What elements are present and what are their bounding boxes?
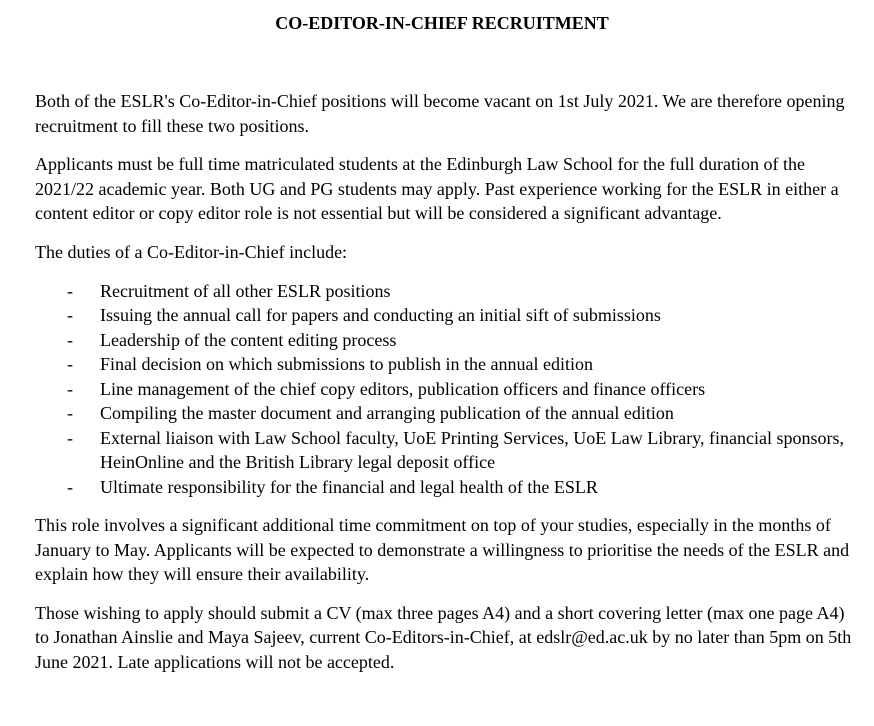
duty-item [35, 328, 855, 353]
duty-item [35, 377, 855, 402]
duty-item [35, 426, 855, 475]
duty-text: External liaison with Law School faculty, UoE Printing Services, UoE Law Library, financial sponsors, HeinOnline and the British Library legal deposit office [100, 427, 844, 473]
duty-text: Issuing the annual call for papers and conducting an initial sift of submissions [100, 305, 661, 326]
duties-intro-paragraph: The duties of a Co-Editor-in-Chief include: [35, 241, 348, 262]
bullet-dash: - [67, 280, 73, 301]
duty-item [35, 352, 855, 377]
bullet-dash: - [67, 403, 73, 424]
duty-text: Ultimate responsibility for the financial and legal health of the ESLR [100, 476, 598, 497]
duty-text: Leadership of the content editing process [100, 329, 397, 350]
eligibility-paragraph: Applicants must be full time matriculated students at the Edinburgh Law School for the full duration of the 2021/22 academic year. Both UG and PG students may apply. Past experience working for the ESLR in either a content editor or copy editor role is not essential but will be considered a significant advantage. [35, 154, 839, 224]
duty-item [35, 303, 855, 328]
duty-item [35, 475, 855, 500]
bullet-dash: - [67, 305, 73, 326]
duties-list [35, 279, 855, 500]
application-paragraph: Those wishing to apply should submit a CV (max three pages A4) and a short covering letter (max one page A4) to Jonathan Ainslie and Maya Sajeev, current Co-Editors-in-Chief, at edslr@ed.ac.uk by no later than 5pm on 5th June 2021. Late applications will not be accepted. [35, 602, 852, 673]
document-body [35, 89, 855, 689]
intro-paragraph: Both of the ESLR's Co-Editor-in-Chief positions will become vacant on 1st July 2021. We are therefore opening recruitment to fill these two positions. [35, 91, 845, 136]
duty-item [35, 279, 855, 304]
duty-text: Line management of the chief copy editors, publication officers and finance officers [100, 378, 706, 399]
document-title: CO-EDITOR-IN-CHIEF RECRUITMENT [275, 13, 609, 33]
time-commitment-paragraph: This role involves a significant additional time commitment on top of your studies, especially in the months of January to May. Applicants will be expected to demonstrate a willingness to prioritise the needs of the ESLR and explain how they will ensure their availability. [35, 515, 850, 585]
duty-text: Recruitment of all other ESLR positions [100, 280, 391, 301]
bullet-dash: - [67, 427, 73, 448]
bullet-dash: - [67, 378, 73, 399]
bullet-dash: - [67, 329, 73, 350]
duty-text: Compiling the master document and arranging publication of the annual edition [100, 403, 674, 424]
bullet-dash: - [67, 354, 73, 375]
bullet-dash: - [67, 476, 73, 497]
duty-text: Final decision on which submissions to publish in the annual edition [100, 354, 593, 375]
duty-item [35, 401, 855, 426]
